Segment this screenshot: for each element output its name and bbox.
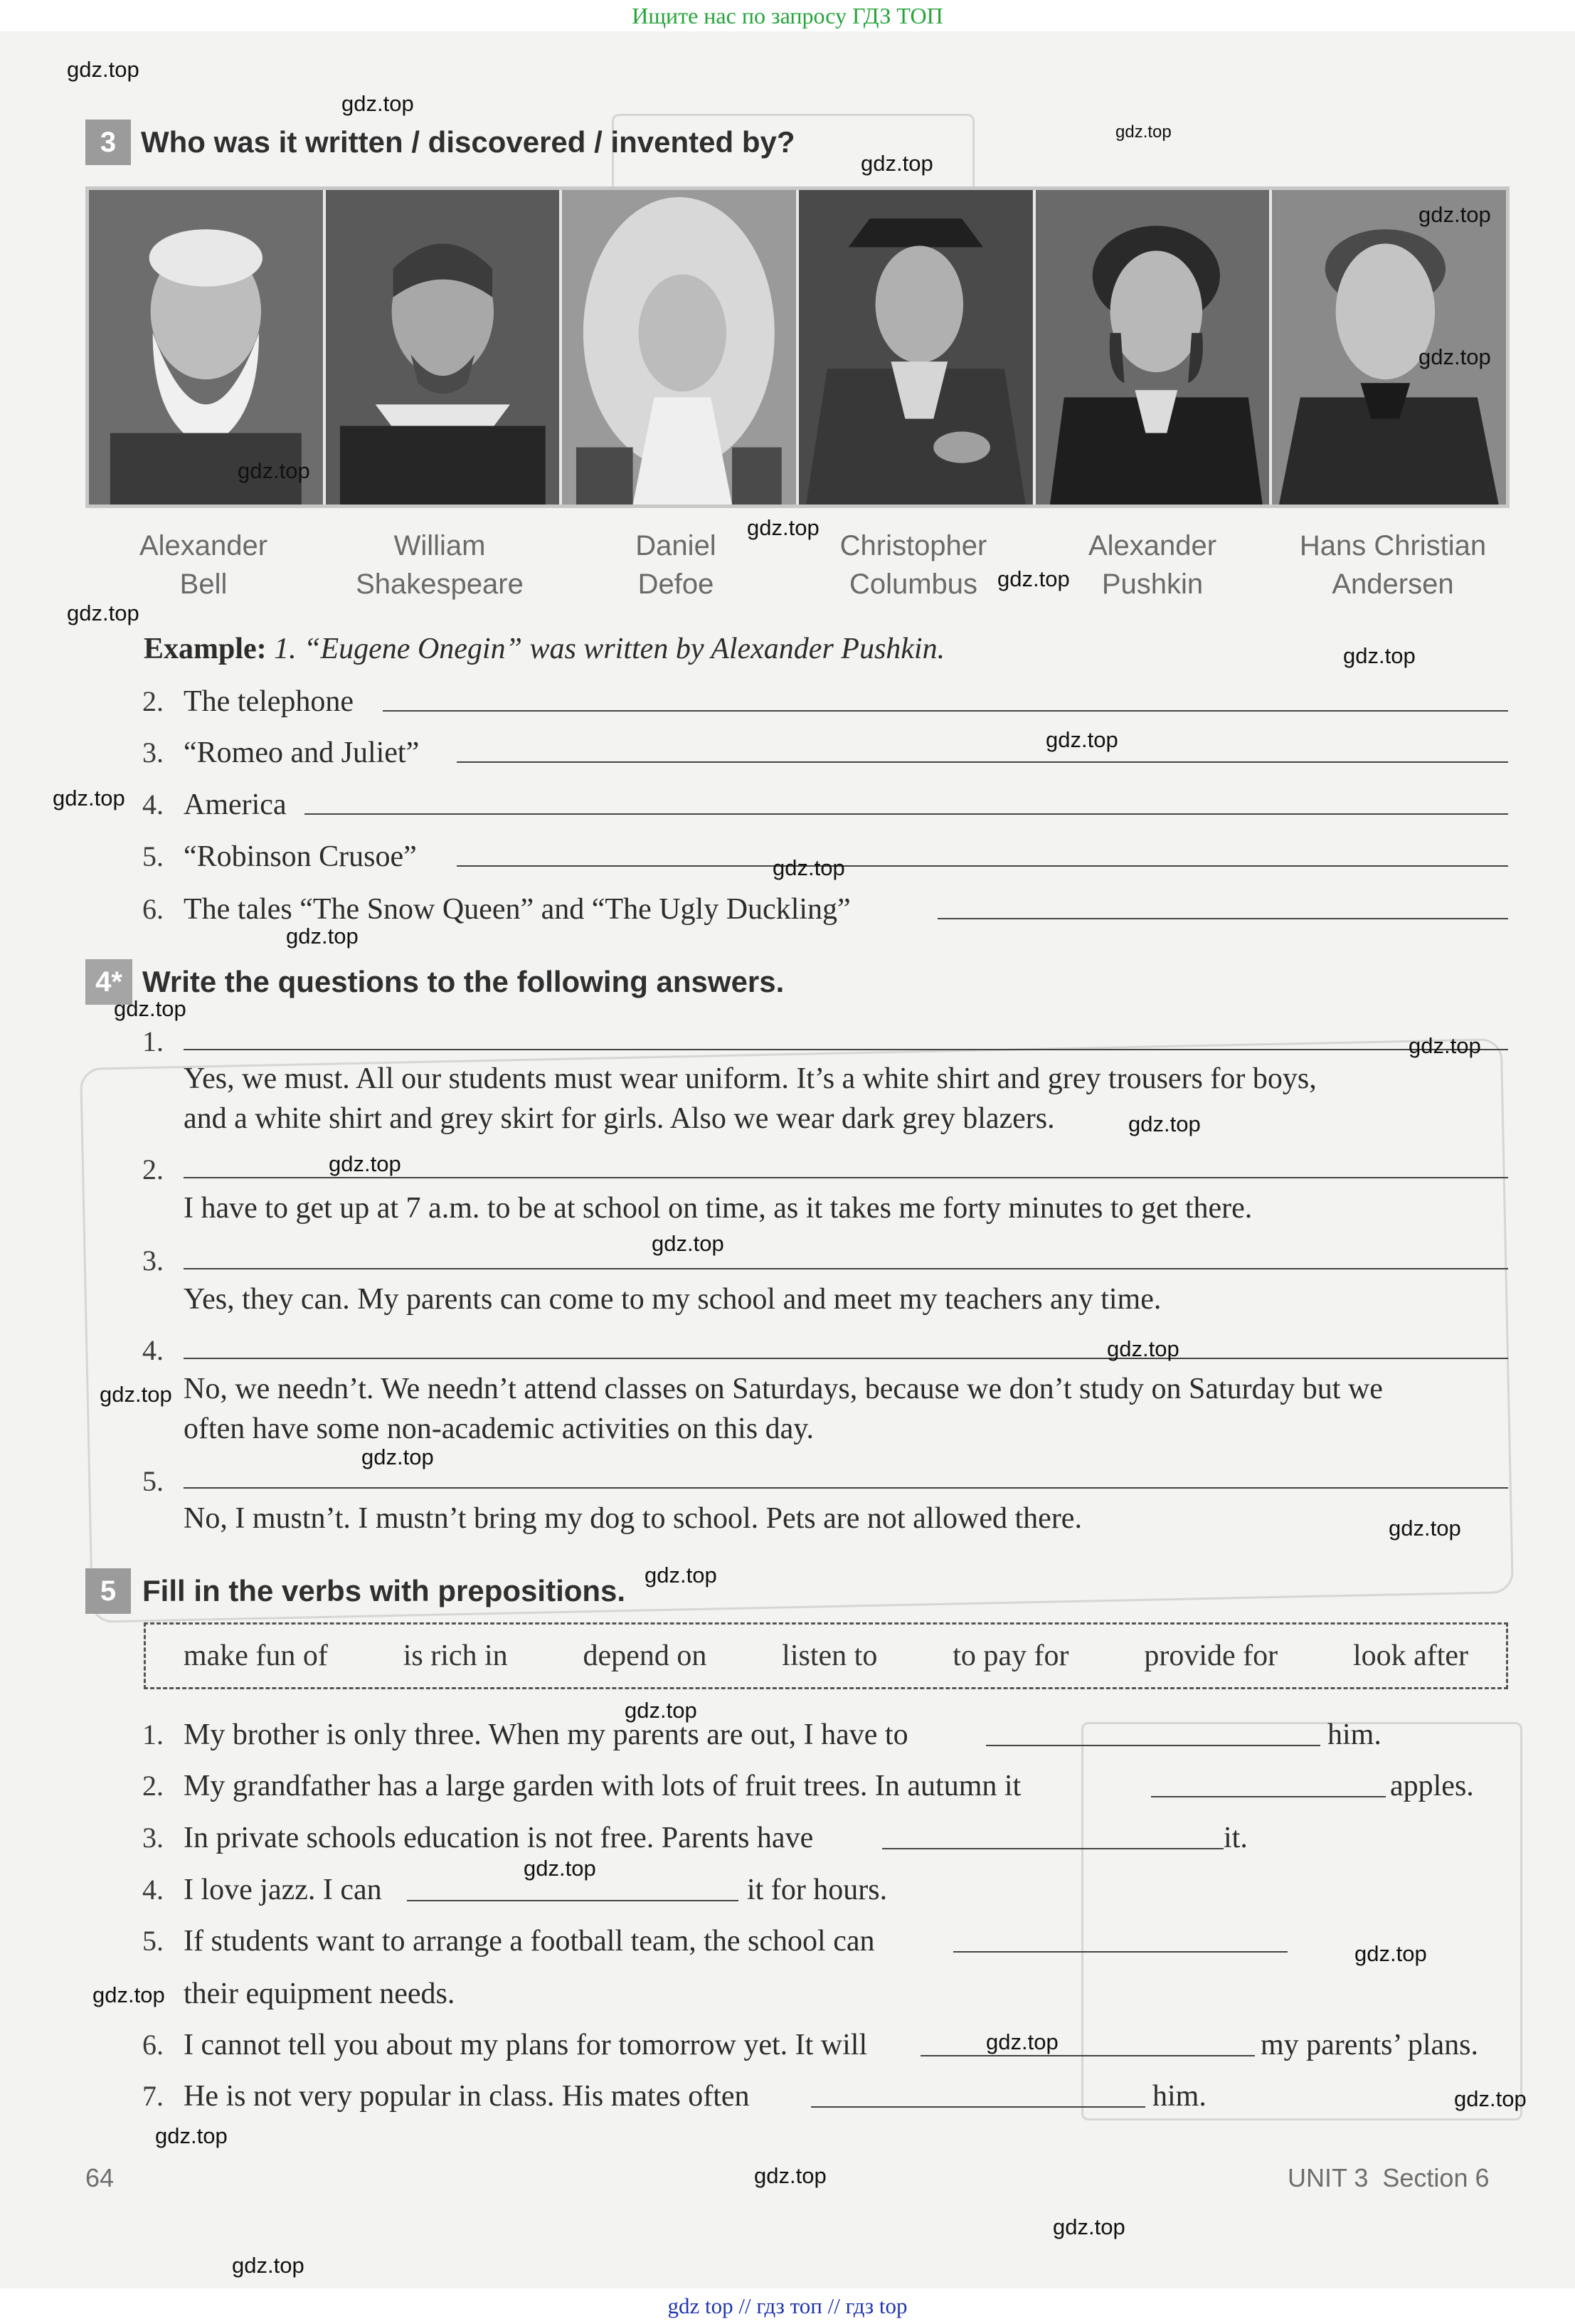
watermark: gdz.top <box>625 1698 697 1723</box>
word-option: provide for <box>1144 1639 1278 1672</box>
watermark: gdz.top <box>53 786 125 810</box>
person-name-line: Hans Christian <box>1299 530 1487 561</box>
ex3-answer-line-2[interactable] <box>383 710 1508 712</box>
ex5-blank-4[interactable] <box>407 1900 738 1901</box>
person-name-line: William <box>393 530 486 561</box>
person-name-columbus <box>807 527 1020 603</box>
watermark: gdz.top <box>329 1151 401 1176</box>
ex5-sentence-end: him. <box>1152 2080 1207 2113</box>
ex3-item-number: 5. <box>142 840 164 872</box>
exercise-3-title: Who was it written / discovered / invented by? <box>141 125 795 159</box>
watermark: gdz.top <box>67 601 139 625</box>
watermark: gdz.top <box>861 151 933 176</box>
watermark: gdz.top <box>1046 727 1118 752</box>
ex3-item-number: 6. <box>142 893 164 925</box>
word-option: make fun of <box>183 1639 328 1672</box>
watermark: gdz.top <box>361 1444 434 1469</box>
watermark: gdz.top <box>773 855 845 880</box>
unit-label <box>1288 2163 1490 2193</box>
watermark: gdz.top <box>524 1856 596 1881</box>
person-name-line: Pushkin <box>1101 569 1204 600</box>
portrait-columbus-image <box>799 190 1033 505</box>
watermark: gdz.top <box>1418 344 1491 369</box>
ex4-item-number: 1. <box>142 1025 164 1057</box>
portrait-bell <box>89 190 326 505</box>
watermark: gdz.top <box>747 515 820 540</box>
watermark: gdz.top <box>1418 202 1491 227</box>
ex5-sentence-end: it for hours. <box>747 1874 888 1906</box>
ex5-item-number: 7. <box>142 2080 164 2112</box>
ex4-answer-text: I have to get up at 7 a.m. to be at school on time, as it takes me forty minutes to get there. <box>184 1192 1253 1225</box>
watermark: gdz.top <box>286 924 359 949</box>
ex5-sentence-start: He is not very popular in class. His mates often <box>184 2080 750 2113</box>
watermark: gdz.top <box>341 91 414 116</box>
watermark: gdz.top <box>67 57 139 82</box>
watermark: gdz.top <box>114 996 186 1021</box>
portrait-pushkin <box>1036 190 1273 505</box>
ex4-answer-text: and a white shirt and grey skirt for girls. Also we wear dark grey blazers. <box>184 1102 1055 1135</box>
ex5-sentence-end: it. <box>1224 1822 1248 1854</box>
ex4-question-line-5[interactable] <box>184 1487 1508 1489</box>
person-name-line: Defoe <box>637 569 714 600</box>
ex4-answer-text: Yes, we must. All our students must wear uniform. It’s a white shirt and grey trousers for boys, <box>184 1062 1317 1095</box>
watermark: gdz.top <box>92 1982 165 2007</box>
ex5-blank-3[interactable] <box>882 1848 1224 1849</box>
watermark: gdz.top <box>754 2163 827 2188</box>
ex3-answer-line-3[interactable] <box>457 761 1508 763</box>
ex4-answer-text: Yes, they can. My parents can come to my school and meet my teachers any time. <box>184 1283 1162 1316</box>
ex4-item-number: 4. <box>142 1334 164 1366</box>
portrait-shakespeare-image <box>326 190 560 505</box>
portrait-defoe-image <box>562 190 796 505</box>
watermark: gdz.top <box>238 458 310 483</box>
watermark: gdz.top <box>1128 1111 1201 1136</box>
ex5-sentence-start: My grandfather has a large garden with lots of fruit trees. In autumn it <box>184 1770 1022 1802</box>
portrait-pushkin-image <box>1036 190 1270 505</box>
ex4-answer-text: No, I mustn’t. I mustn’t bring my dog to school. Pets are not allowed there. <box>184 1502 1082 1535</box>
ex5-sentence-end: my parents’ plans. <box>1261 2029 1478 2061</box>
person-name-line: Alexander <box>139 530 268 561</box>
word-option: look after <box>1352 1639 1469 1672</box>
person-name-line: Bell <box>179 569 228 600</box>
ex5-blank-5[interactable] <box>953 1951 1288 1953</box>
watermark: gdz.top <box>232 2253 304 2278</box>
person-name-pushkin <box>1046 527 1259 603</box>
exercise-3-example <box>144 629 945 669</box>
watermark: gdz.top <box>100 1382 172 1407</box>
ex5-sentence-continuation: their equipment needs. <box>184 1977 455 2010</box>
word-box <box>144 1622 1508 1689</box>
person-name-line: Shakespeare <box>356 569 524 600</box>
person-name-line: Daniel <box>635 530 716 561</box>
person-name-bell <box>97 527 310 603</box>
ex4-question-line-3[interactable] <box>184 1268 1508 1269</box>
example-label: Example: <box>144 633 267 665</box>
watermark: gdz.top <box>1107 1336 1179 1361</box>
exercise-5-number: 5 <box>85 1568 131 1614</box>
portrait-columbus <box>799 190 1036 505</box>
ex3-item-prompt: “Robinson Crusoe” <box>184 840 417 873</box>
watermark: gdz.top <box>1343 643 1416 668</box>
ex5-sentence-start: In private schools education is not free. Parents have <box>184 1822 814 1854</box>
watermark: gdz.top <box>1409 1033 1481 1058</box>
ex4-answer-text: No, we needn’t. We needn’t attend classes on Saturdays, because we don’t study on Saturday but we <box>184 1373 1383 1405</box>
watermark: gdz.top <box>1053 2214 1125 2239</box>
exercise-4-title: Write the questions to the following answers. <box>142 965 785 998</box>
ex5-sentence-start: I love jazz. I can <box>184 1874 382 1906</box>
ex3-item-prompt: The tales “The Snow Queen” and “The Ugly Duckling” <box>184 893 851 926</box>
ex5-sentence-end: him. <box>1327 1718 1382 1751</box>
person-name-line: Alexander <box>1088 530 1217 561</box>
ex5-sentence-start: I cannot tell you about my plans for tomorrow yet. It will <box>184 2029 868 2061</box>
ex3-item-number: 4. <box>142 788 164 820</box>
person-name-line: Andersen <box>1332 569 1454 600</box>
ex5-sentence-start: If students want to arrange a football team, the school can <box>184 1925 875 1958</box>
exercise-5-title: Fill in the verbs with prepositions. <box>142 1574 626 1607</box>
watermark: gdz.top <box>986 2029 1059 2054</box>
ex4-answer-text: often have some non-academic activities on this day. <box>184 1412 814 1445</box>
top-banner[interactable]: Ищите нас по запросу ГДЗ ТОП <box>0 0 1575 31</box>
ex5-sentence-end: apples. <box>1390 1770 1474 1802</box>
watermark: gdz.top <box>1454 2086 1527 2111</box>
portrait-bell-image <box>89 190 323 505</box>
portrait-shakespeare <box>326 190 563 505</box>
person-name-andersen <box>1286 527 1500 603</box>
ex4-item-number: 5. <box>142 1465 164 1497</box>
ex4-question-line-1[interactable] <box>184 1049 1508 1050</box>
watermark: gdz.top <box>997 566 1070 591</box>
ex5-item-number: 3. <box>142 1822 164 1854</box>
ex5-sentence-start: My brother is only three. When my parents are out, I have to <box>184 1718 908 1751</box>
ex3-item-number: 2. <box>142 685 164 717</box>
word-option: listen to <box>782 1639 878 1672</box>
ex3-answer-line-4[interactable] <box>304 813 1508 815</box>
person-name-line: Christopher <box>839 530 987 561</box>
ex3-item-number: 3. <box>142 736 164 768</box>
word-option: to pay for <box>953 1639 1069 1672</box>
watermark: gdz.top <box>652 1231 724 1256</box>
ex3-answer-line-5[interactable] <box>457 865 1508 867</box>
section-name: Section 6 <box>1382 2163 1490 2192</box>
word-option: depend on <box>583 1639 707 1672</box>
example-sentence: 1. “Eugene Onegin” was written by Alexander Pushkin. <box>274 633 945 665</box>
ex5-item-number: 1. <box>142 1718 164 1750</box>
exercise-3-number: 3 <box>85 120 131 165</box>
watermark: gdz.top <box>1389 1516 1461 1541</box>
ex4-item-number: 2. <box>142 1153 164 1185</box>
ex4-item-number: 3. <box>142 1245 164 1277</box>
person-name-shakespeare <box>333 527 546 603</box>
watermark: gdz.top <box>1115 122 1172 142</box>
bottom-banner[interactable]: gdz top // гдз топ // гдз top <box>0 2288 1575 2324</box>
ex3-answer-line-6[interactable] <box>938 918 1508 919</box>
word-option: is rich in <box>403 1639 508 1672</box>
ex5-blank-6[interactable] <box>921 2055 1255 2056</box>
ex3-item-prompt: The telephone <box>184 685 354 718</box>
ex4-question-line-4[interactable] <box>184 1358 1508 1359</box>
page-number: 64 <box>85 2163 115 2192</box>
ex3-item-prompt: America <box>184 788 287 821</box>
person-name-line: Columbus <box>849 569 978 600</box>
portrait-defoe <box>562 190 799 505</box>
watermark: gdz.top <box>155 2123 228 2148</box>
ex5-blank-7[interactable] <box>811 2106 1145 2108</box>
ex4-question-line-2[interactable] <box>184 1177 1508 1178</box>
ex5-item-number: 4. <box>142 1874 164 1906</box>
ex5-item-number: 5. <box>142 1925 164 1957</box>
ex5-blank-2[interactable] <box>1151 1796 1386 1797</box>
watermark: gdz.top <box>1354 1941 1427 1966</box>
ex3-item-prompt: “Romeo and Juliet” <box>184 736 420 769</box>
ex5-blank-1[interactable] <box>986 1745 1320 1746</box>
unit-name: UNIT 3 <box>1288 2163 1369 2192</box>
ex5-item-number: 2. <box>142 1770 164 1802</box>
exercise-4-number: 4* <box>85 959 132 1005</box>
ex5-item-number: 6. <box>142 2029 164 2061</box>
watermark: gdz.top <box>645 1563 717 1588</box>
